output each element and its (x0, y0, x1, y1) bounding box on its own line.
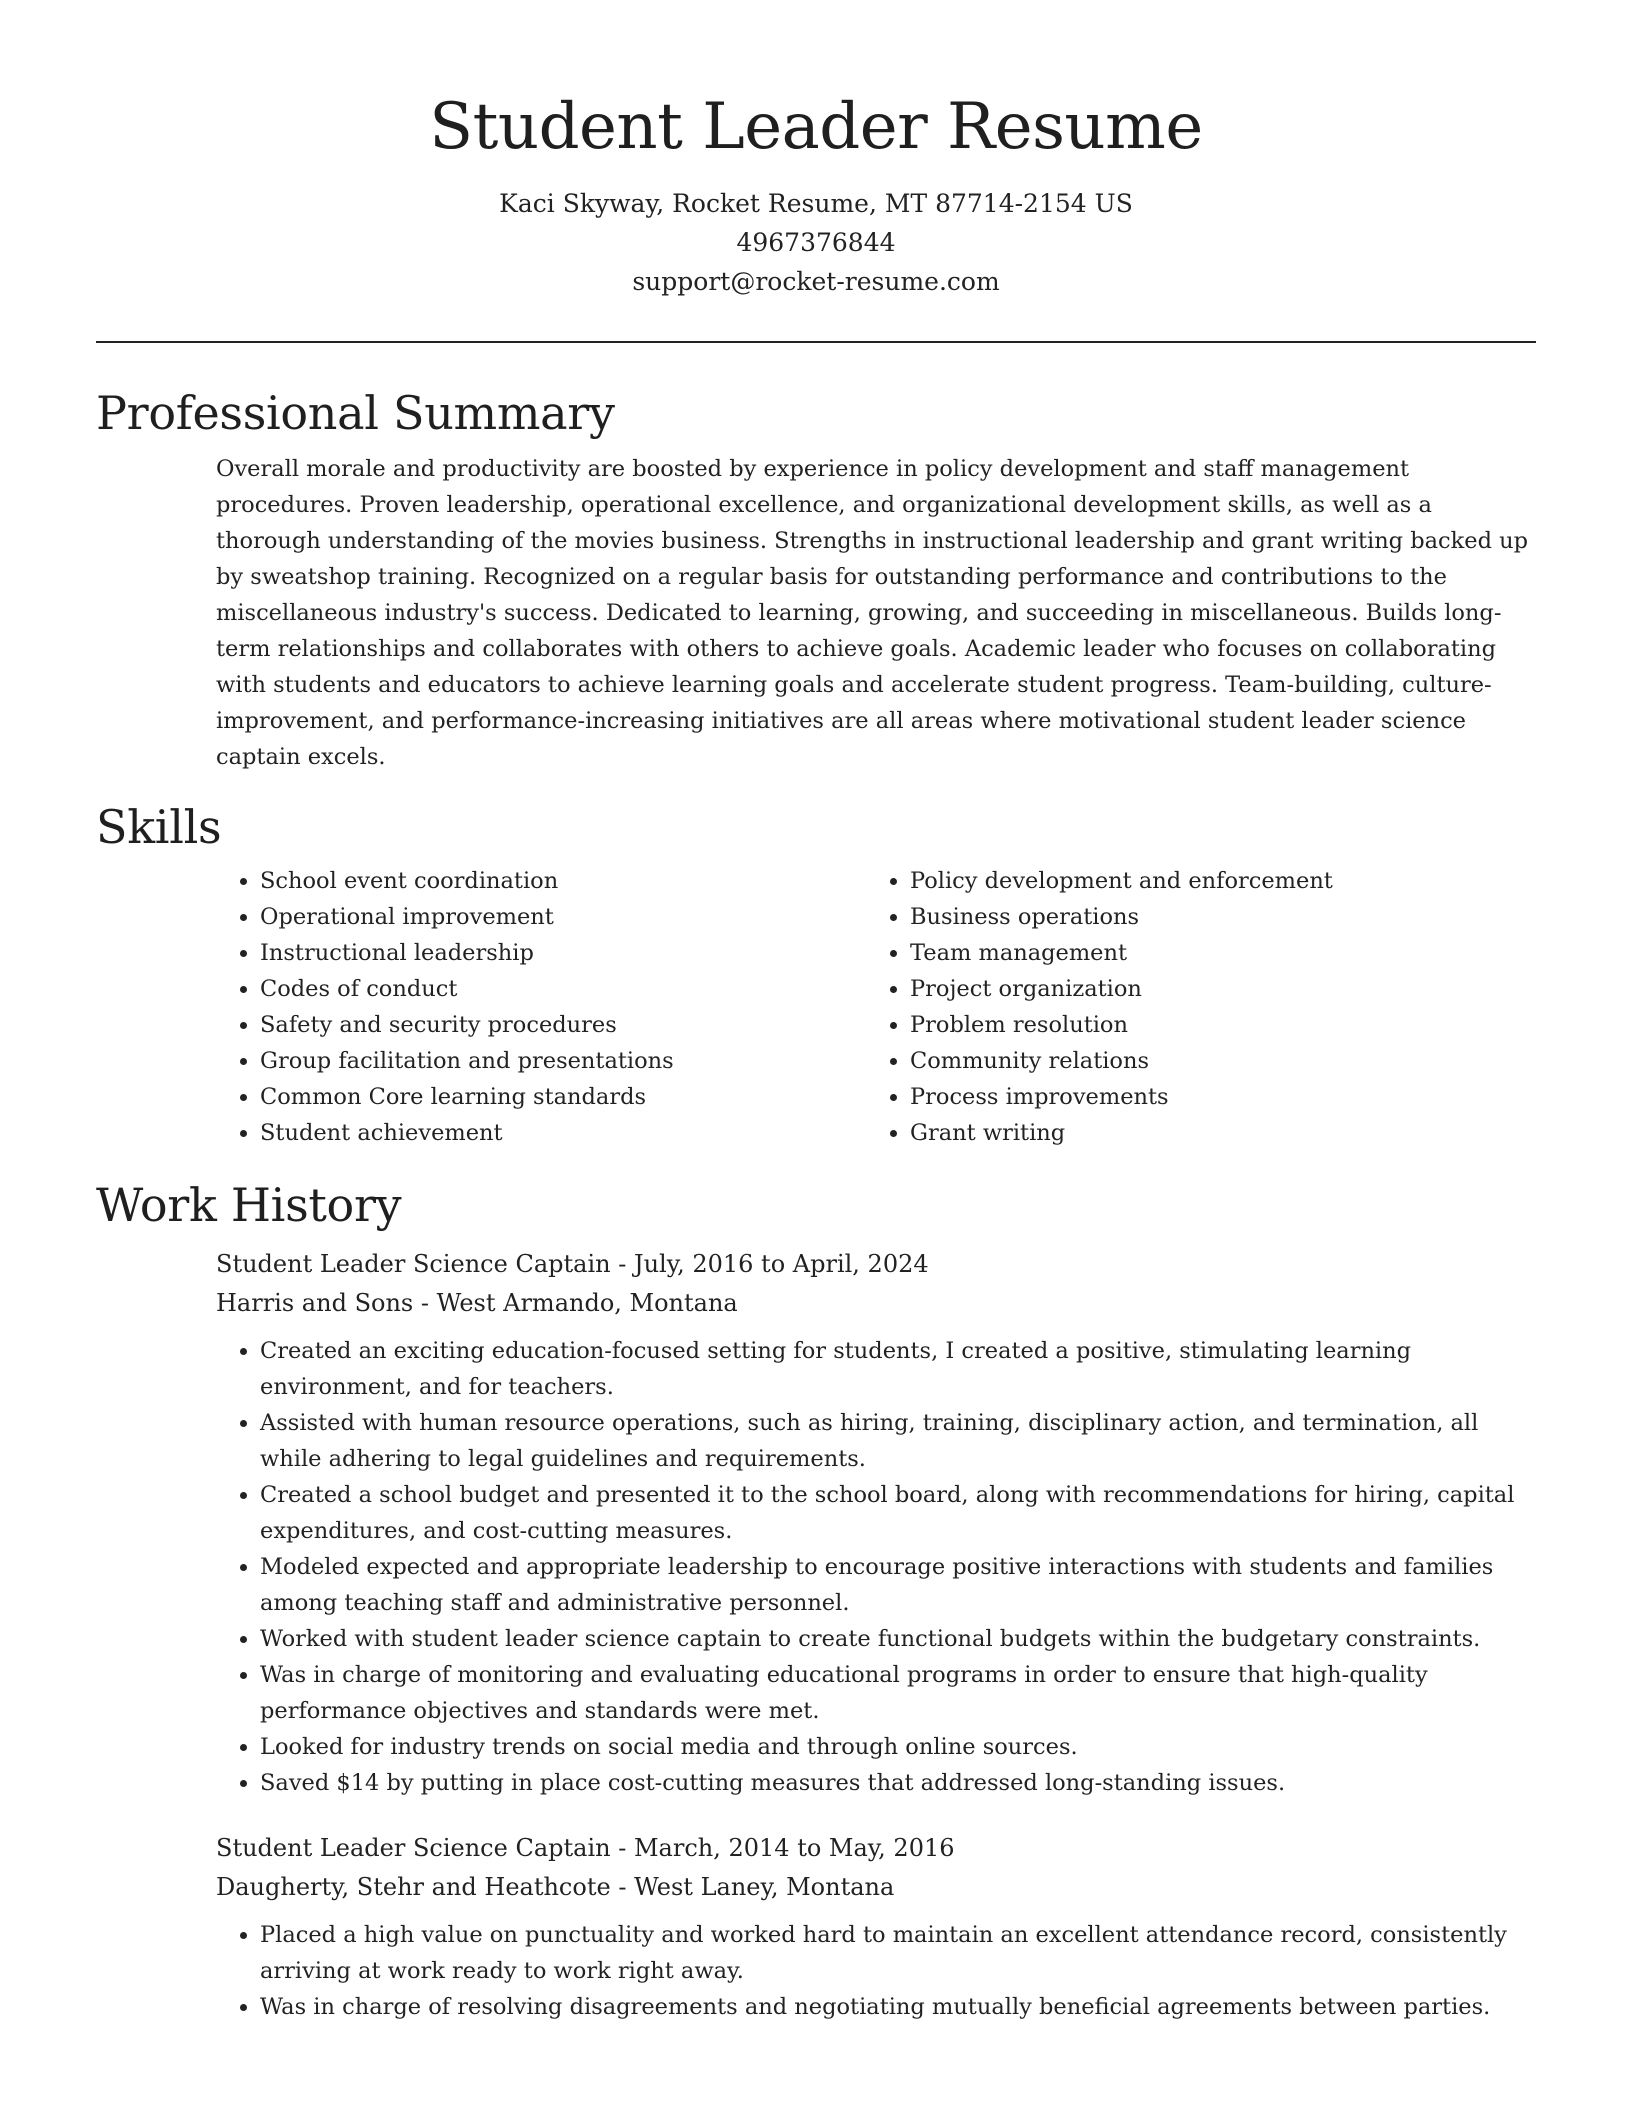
job-company-line (216, 1868, 1536, 1907)
skill-item: • Safety and security procedures (260, 1007, 866, 1043)
job-bullet: • Created an exciting education-focused setting for students, I created a positive, stimulating learning environment, and for teachers. (260, 1333, 1536, 1405)
skill-item: • Project organization (910, 971, 1516, 1007)
skill-item: • Team management (910, 935, 1516, 971)
job-bullets (216, 1333, 1536, 1801)
job-title-line (216, 1829, 1536, 1868)
job-bullet: • Worked with student leader science captain to create functional budgets within the budgetary constraints. (260, 1621, 1536, 1657)
skill-item: • Operational improvement (260, 899, 866, 935)
skill-item: • Policy development and enforcement (910, 863, 1516, 899)
job-bullet: • Was in charge of monitoring and evaluating educational programs in order to ensure that high-quality performance objectives and standards were met. (260, 1657, 1536, 1729)
skill-item: • Student achievement (260, 1115, 866, 1151)
job-bullet: • Assisted with human resource operations, such as hiring, training, disciplinary action, and termination, all while adhering to legal guidelines and requirements. (260, 1405, 1536, 1477)
contact-phone: 4967376844 (736, 228, 896, 257)
job-dates: July, 2016 to April, 2024 (633, 1250, 929, 1278)
job-location: West Armando, Montana (436, 1289, 738, 1317)
job-bullet: • Saved $14 by putting in place cost-cutting measures that addressed long-standing issues. (260, 1765, 1536, 1801)
job-bullet: • Placed a high value on punctuality and worked hard to maintain an excellent attendance record, consistently arriving at work ready to work right away. (260, 1917, 1536, 1989)
skills-list (216, 863, 1536, 1151)
skill-item: • Group facilitation and presentations (260, 1043, 866, 1079)
contact-email: support@rocket-resume.com (632, 267, 1000, 296)
job-separator: - (618, 1834, 634, 1862)
skill-item: • Process improvements (910, 1079, 1516, 1115)
job-separator: - (618, 1250, 634, 1278)
skill-item: • Business operations (910, 899, 1516, 935)
job-title: Student Leader Science Captain (216, 1834, 611, 1862)
job-company: Daugherty, Stehr and Heathcote (216, 1873, 611, 1901)
skill-item: • School event coordination (260, 863, 866, 899)
skills-column-right (866, 863, 1516, 1151)
job-company: Harris and Sons (216, 1289, 414, 1317)
skill-item: • Instructional leadership (260, 935, 866, 971)
job-entry (216, 1829, 1536, 2025)
job-bullet: • Was in charge of resolving disagreements and negotiating mutually beneficial agreements between parties. (260, 1989, 1536, 2025)
skills-column-left (216, 863, 866, 1151)
summary-text: Overall morale and productivity are boosted by experience in policy development and staff management procedures. Proven leadership, operational excellence, and organizational development skills, as well as a thorough understanding of the movies business. Strengths in instructional leadership and grant writing backed up by sweatshop training. Recognized on a regular basis for outstanding performance and contributions to the miscellaneous industry's success. Dedicated to learning, growing, and succeeding in miscellaneous. Builds long-term relationships and collaborates with others to achieve goals. Academic leader who focuses on collaborating with students and educators to achieve learning goals and accelerate student progress. Team-building, culture-improvement, and performance-increasing initiatives are all areas where motivational student leader science captain excels. (216, 456, 1529, 770)
job-bullet: • Modeled expected and appropriate leadership to encourage positive interactions with students and families among teaching staff and administrative personnel. (260, 1549, 1536, 1621)
summary-heading: Professional Summary (96, 386, 615, 440)
job-entry (216, 1245, 1536, 1801)
job-dates: March, 2014 to May, 2016 (633, 1834, 955, 1862)
skill-item: • Grant writing (910, 1115, 1516, 1151)
contact-address: Kaci Skyway, Rocket Resume, MT 87714-2154 US (499, 189, 1133, 218)
skill-item: • Codes of conduct (260, 971, 866, 1007)
job-separator: - (618, 1873, 635, 1901)
skill-item: • Common Core learning standards (260, 1079, 866, 1115)
skill-item: • Problem resolution (910, 1007, 1516, 1043)
contact-block (96, 184, 1536, 301)
skills-heading: Skills (96, 800, 222, 854)
skill-item: • Community relations (910, 1043, 1516, 1079)
job-bullets (216, 1917, 1536, 2025)
job-company-line (216, 1284, 1536, 1323)
job-title-line (216, 1245, 1536, 1284)
job-bullet: • Looked for industry trends on social media and through online sources. (260, 1729, 1536, 1765)
job-location: West Laney, Montana (634, 1873, 895, 1901)
resume-page (96, 0, 1536, 2025)
job-separator: - (420, 1289, 437, 1317)
header-divider (96, 341, 1536, 343)
work-history-heading: Work History (96, 1178, 402, 1232)
job-title: Student Leader Science Captain (216, 1250, 611, 1278)
job-bullet: • Created a school budget and presented it to the school board, along with recommendations for hiring, capital expenditures, and cost-cutting measures. (260, 1477, 1536, 1549)
resume-title: Student Leader Resume (429, 90, 1203, 164)
